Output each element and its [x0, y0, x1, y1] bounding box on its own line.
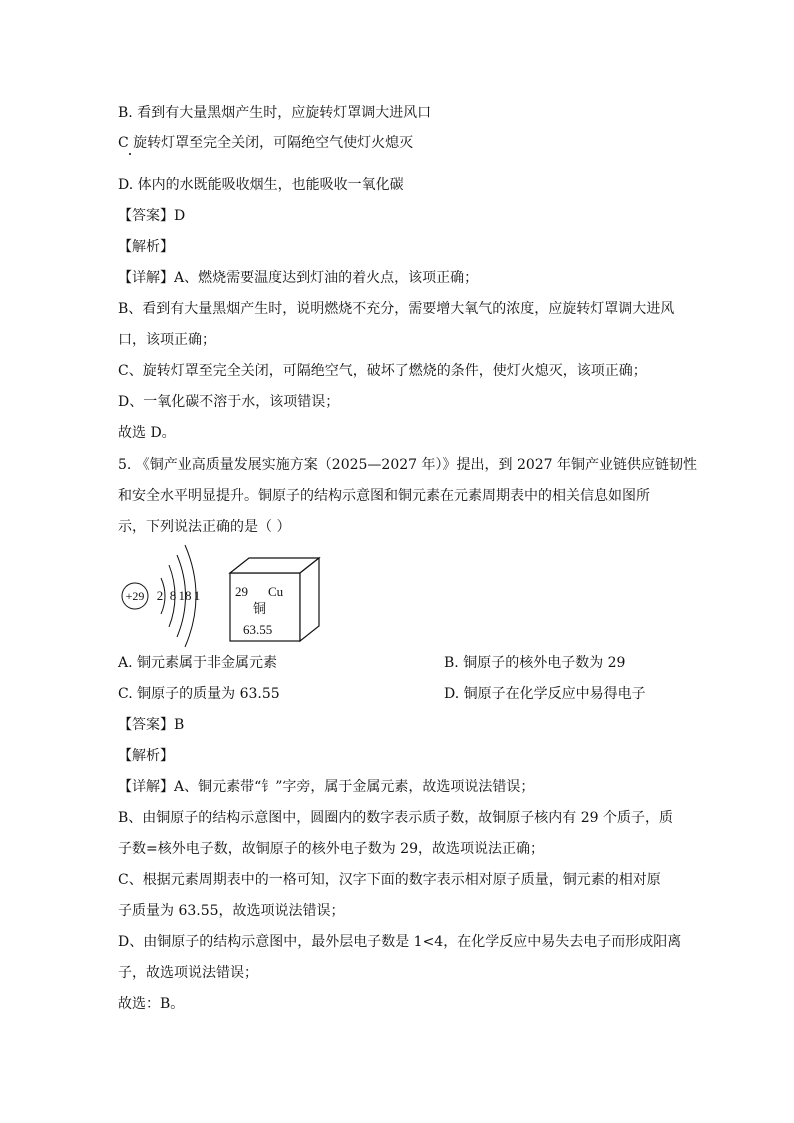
stray-dot [129, 153, 131, 155]
shell-count-2: 8 [169, 588, 177, 603]
q5-detail-d-line1: D、由铜原子的结构示意图中，最外层电子数是 1<4，在化学反应中易失去电子而形成阳离 [118, 934, 682, 950]
q4-detail-b-line2: 口，该项正确； [118, 332, 216, 348]
q4-detail-a: 【详解】A、燃烧需要温度达到灯油的着火点，该项正确； [118, 270, 479, 286]
q5-detail-b-line1: B、由铜原子的结构示意图中，圆圈内的数字表示质子数，故铜原子核内有 29 个质子，质 [118, 810, 674, 826]
q5-option-b: B. 铜原子的核外电子数为 29 [444, 655, 626, 671]
shell-count-4: 1 [193, 588, 201, 603]
copper-figure [117, 543, 337, 651]
element-symbol: Cu [268, 584, 284, 599]
q5-option-d: D. 铜原子在化学反应中易得电子 [444, 686, 646, 702]
q4-option-d: D. 体内的水既能吸收烟生，也能吸收一氧化碳 [118, 177, 404, 193]
shell-count-1: 2 [156, 588, 164, 603]
q5-answer: 【答案】B [118, 717, 185, 733]
q4-detail-d: D、一氧化碳不溶于水，该项错误； [118, 394, 340, 410]
q4-detail-b-line1: B、看到有大量黑烟产生时，说明燃烧不充分，需要增大氧气的浓度，应旋转灯罩调大进风 [118, 301, 675, 317]
atom-structure-diagram [122, 545, 200, 647]
q5-detail-c-line2: 子质量为 63.55，故选项说法错误； [118, 903, 345, 919]
q5-detail-d-line2: 子，故选项说法错误； [118, 965, 258, 981]
atomic-number: 29 [235, 584, 248, 599]
cell-side [300, 558, 319, 641]
q5-stem-line1: 5. 《铜产业高质量发展实施方案（2025—2027 年）》提出，到 2027 年铜产业链供应链韧性 [118, 457, 698, 473]
periodic-table-cell [230, 558, 319, 641]
q4-conclusion: 故选 D。 [118, 425, 176, 441]
q5-detail-a: 【详解】A、铜元素带“钅”字旁，属于金属元素，故选项说法错误； [118, 779, 535, 795]
q4-option-c: C 旋转灯罩至完全关闭，可隔绝空气使灯火熄灭 [118, 135, 414, 151]
nucleus-charge: +29 [125, 589, 145, 603]
q5-option-a: A. 铜元素属于非金属元素 [118, 655, 278, 671]
q5-stem-line2: 和安全水平明显提升。铜原子的结构示意图和铜元素在元素周期表中的相关信息如图所 [118, 488, 650, 504]
q5-detail-b-line2: 子数=核外电子数，故铜原子的核外电子数为 29，故选项说法正确； [118, 841, 544, 857]
q4-answer: 【答案】D [118, 208, 186, 224]
q5-detail-c-line1: C、根据元素周期表中的一格可知，汉字下面的数字表示相对原子质量，铜元素的相对原 [118, 872, 661, 888]
q5-stem-line3: 示，下列说法正确的是（ ） [118, 519, 291, 535]
q5-conclusion: 故选：B。 [118, 996, 185, 1012]
q4-detail-c: C、旋转灯罩至完全关闭，可隔绝空气，破坏了燃烧的条件，使灯火熄灭，该项正确； [118, 363, 647, 379]
q4-option-b: B. 看到有大量黑烟产生时，应旋转灯罩调大进风口 [118, 105, 432, 121]
q4-analysis-label: 【解析】 [118, 239, 174, 255]
relative-atomic-mass: 63.55 [243, 622, 273, 637]
q5-analysis-label: 【解析】 [118, 748, 174, 764]
element-name: 铜 [253, 601, 267, 616]
q5-option-c: C. 铜原子的质量为 63.55 [118, 686, 280, 702]
shell-count-3: 18 [178, 588, 192, 603]
